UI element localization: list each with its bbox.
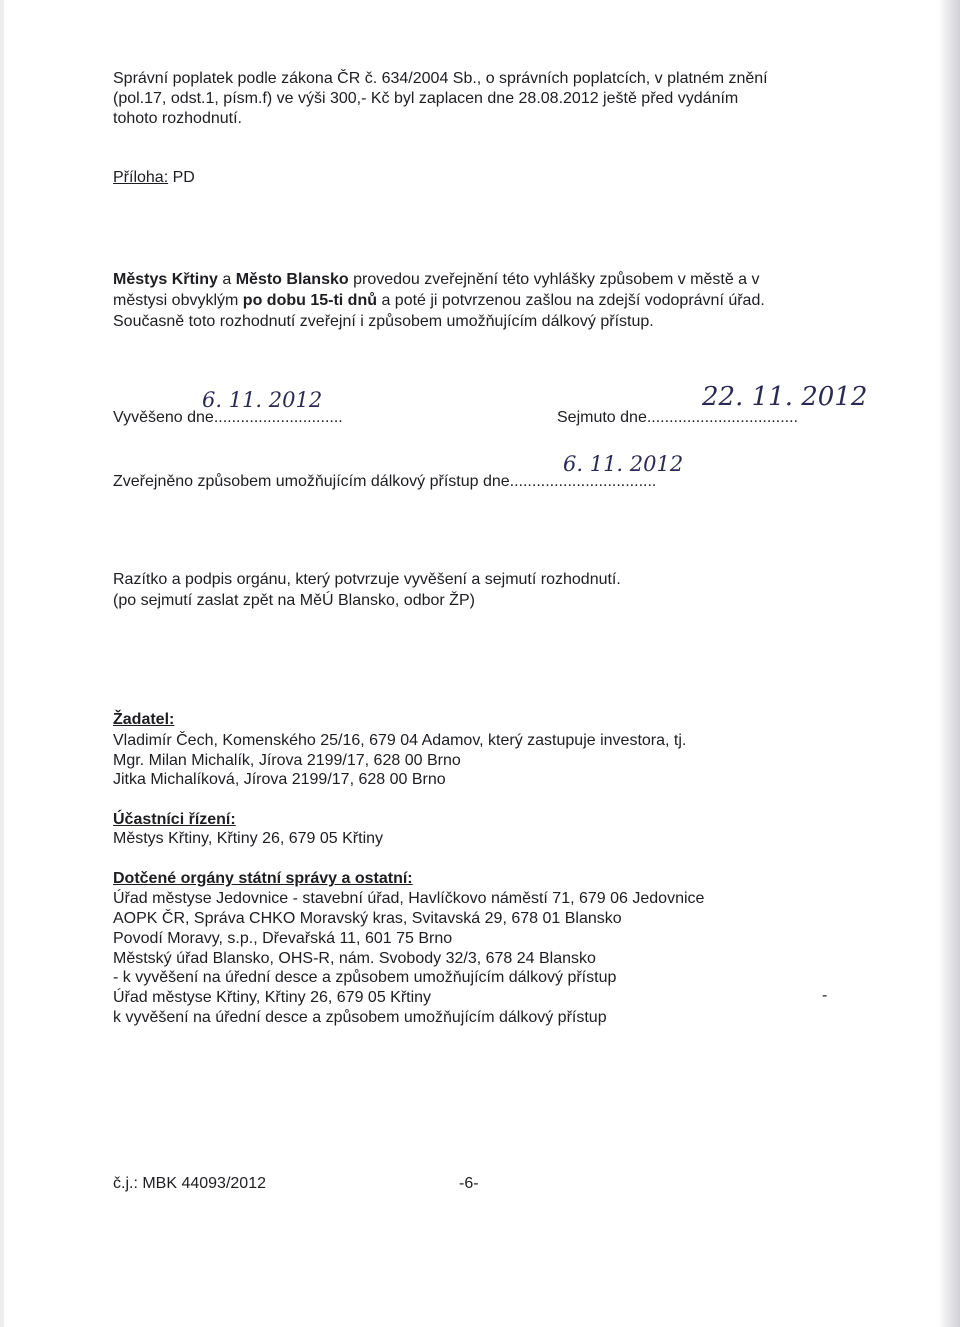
publication-text: provedou zveřejnění této vyhlášky způsobem v městě a v [348, 271, 760, 288]
removed-date-handwritten: 22. 11. 2012 [702, 382, 868, 412]
attachment-label: Příloha: [113, 169, 169, 186]
authority-line: AOPK ČR, Správa CHKO Moravský kras, Svitavská 29, 678 01 Blansko [113, 910, 622, 927]
applicant-heading: Žadatel: [113, 711, 175, 728]
publication-municipality-2: Město Blansko [235, 271, 349, 288]
publication-text: a [217, 271, 236, 288]
publication-text: městysi obvyklým [113, 292, 243, 309]
posted-label: Vyvěšeno dne............................. [113, 409, 343, 426]
stamp-line-1: Razítko a podpis orgánu, který potvrzuje vyvěšení a sejmutí rozhodnutí. [113, 571, 621, 588]
fee-line-2: (pol.17, odst.1, písm.f) ve výši 300,- Kč byl zaplacen dne 28.08.2012 ještě před vydáním [113, 90, 739, 107]
participant-line: Městys Křtiny, Křtiny 26, 679 05 Křtiny [113, 830, 384, 847]
fee-line-1: Správní poplatek podle zákona ČR č. 634/2004 Sb., o správních poplatcích, v platném znění [113, 70, 768, 87]
participants-heading: Účastníci řízení: [113, 811, 236, 828]
applicant-line: Vladimír Čech, Komenského 25/16, 679 04 Adamov, který zastupuje investora, tj. [113, 732, 687, 749]
scan-left-edge [0, 0, 4, 1327]
attachment [113, 168, 195, 188]
attachment-value: PD [172, 169, 195, 186]
publication-line-3: Současně toto rozhodnutí zveřejní i způsobem umožňujícím dálkový přístup. [113, 313, 654, 330]
authority-line: Úřad městyse Jedovnice - stavební úřad, Havlíčkovo náměstí 71, 679 06 Jedovnice [113, 890, 705, 907]
page-number: -6- [459, 1175, 479, 1192]
published-date-handwritten: 6. 11. 2012 [563, 452, 684, 476]
publication-line-1 [113, 270, 760, 290]
authority-line: Městský úřad Blansko, OHS-R, nám. Svobody 32/3, 678 24 Blansko [113, 950, 596, 967]
removed-label: Sejmuto dne.................................. [557, 409, 798, 426]
scan-right-edge [938, 0, 960, 1327]
authorities-heading: Dotčené orgány státní správy a ostatní: [113, 870, 413, 887]
stamp-line-2: (po sejmutí zaslat zpět na MěÚ Blansko, odbor ŽP) [113, 592, 475, 609]
authority-line: k vyvěšení na úřední desce a způsobem umožňujícím dálkový přístup [113, 1009, 607, 1026]
fee-line-3: tohoto rozhodnutí. [113, 110, 242, 127]
reference-number: č.j.: MBK 44093/2012 [113, 1175, 266, 1192]
applicant-line: Jitka Michalíková, Jírova 2199/17, 628 00 Brno [113, 771, 446, 788]
margin-dash: - [822, 987, 828, 1004]
published-label: Zveřejněno způsobem umožňujícím dálkový přístup dne................................. [113, 473, 657, 490]
authority-line: - k vyvěšení na úřední desce a způsobem umožňujícím dálkový přístup [113, 969, 617, 986]
authority-line: Povodí Moravy, s.p., Dřevařská 11, 601 75 Brno [113, 930, 453, 947]
publication-line-2 [113, 291, 765, 311]
authority-line: Úřad městyse Křtiny, Křtiny 26, 679 05 Křtiny [113, 989, 432, 1006]
publication-municipality-1: Městys Křtiny [113, 271, 218, 288]
publication-period: po dobu 15-ti dnů [242, 292, 377, 309]
applicant-line: Mgr. Milan Michalík, Jírova 2199/17, 628 00 Brno [113, 752, 461, 769]
publication-text: a poté ji potvrzenou zašlou na zdejší vodoprávní úřad. [377, 292, 765, 309]
posted-date-handwritten: 6. 11. 2012 [202, 388, 323, 412]
